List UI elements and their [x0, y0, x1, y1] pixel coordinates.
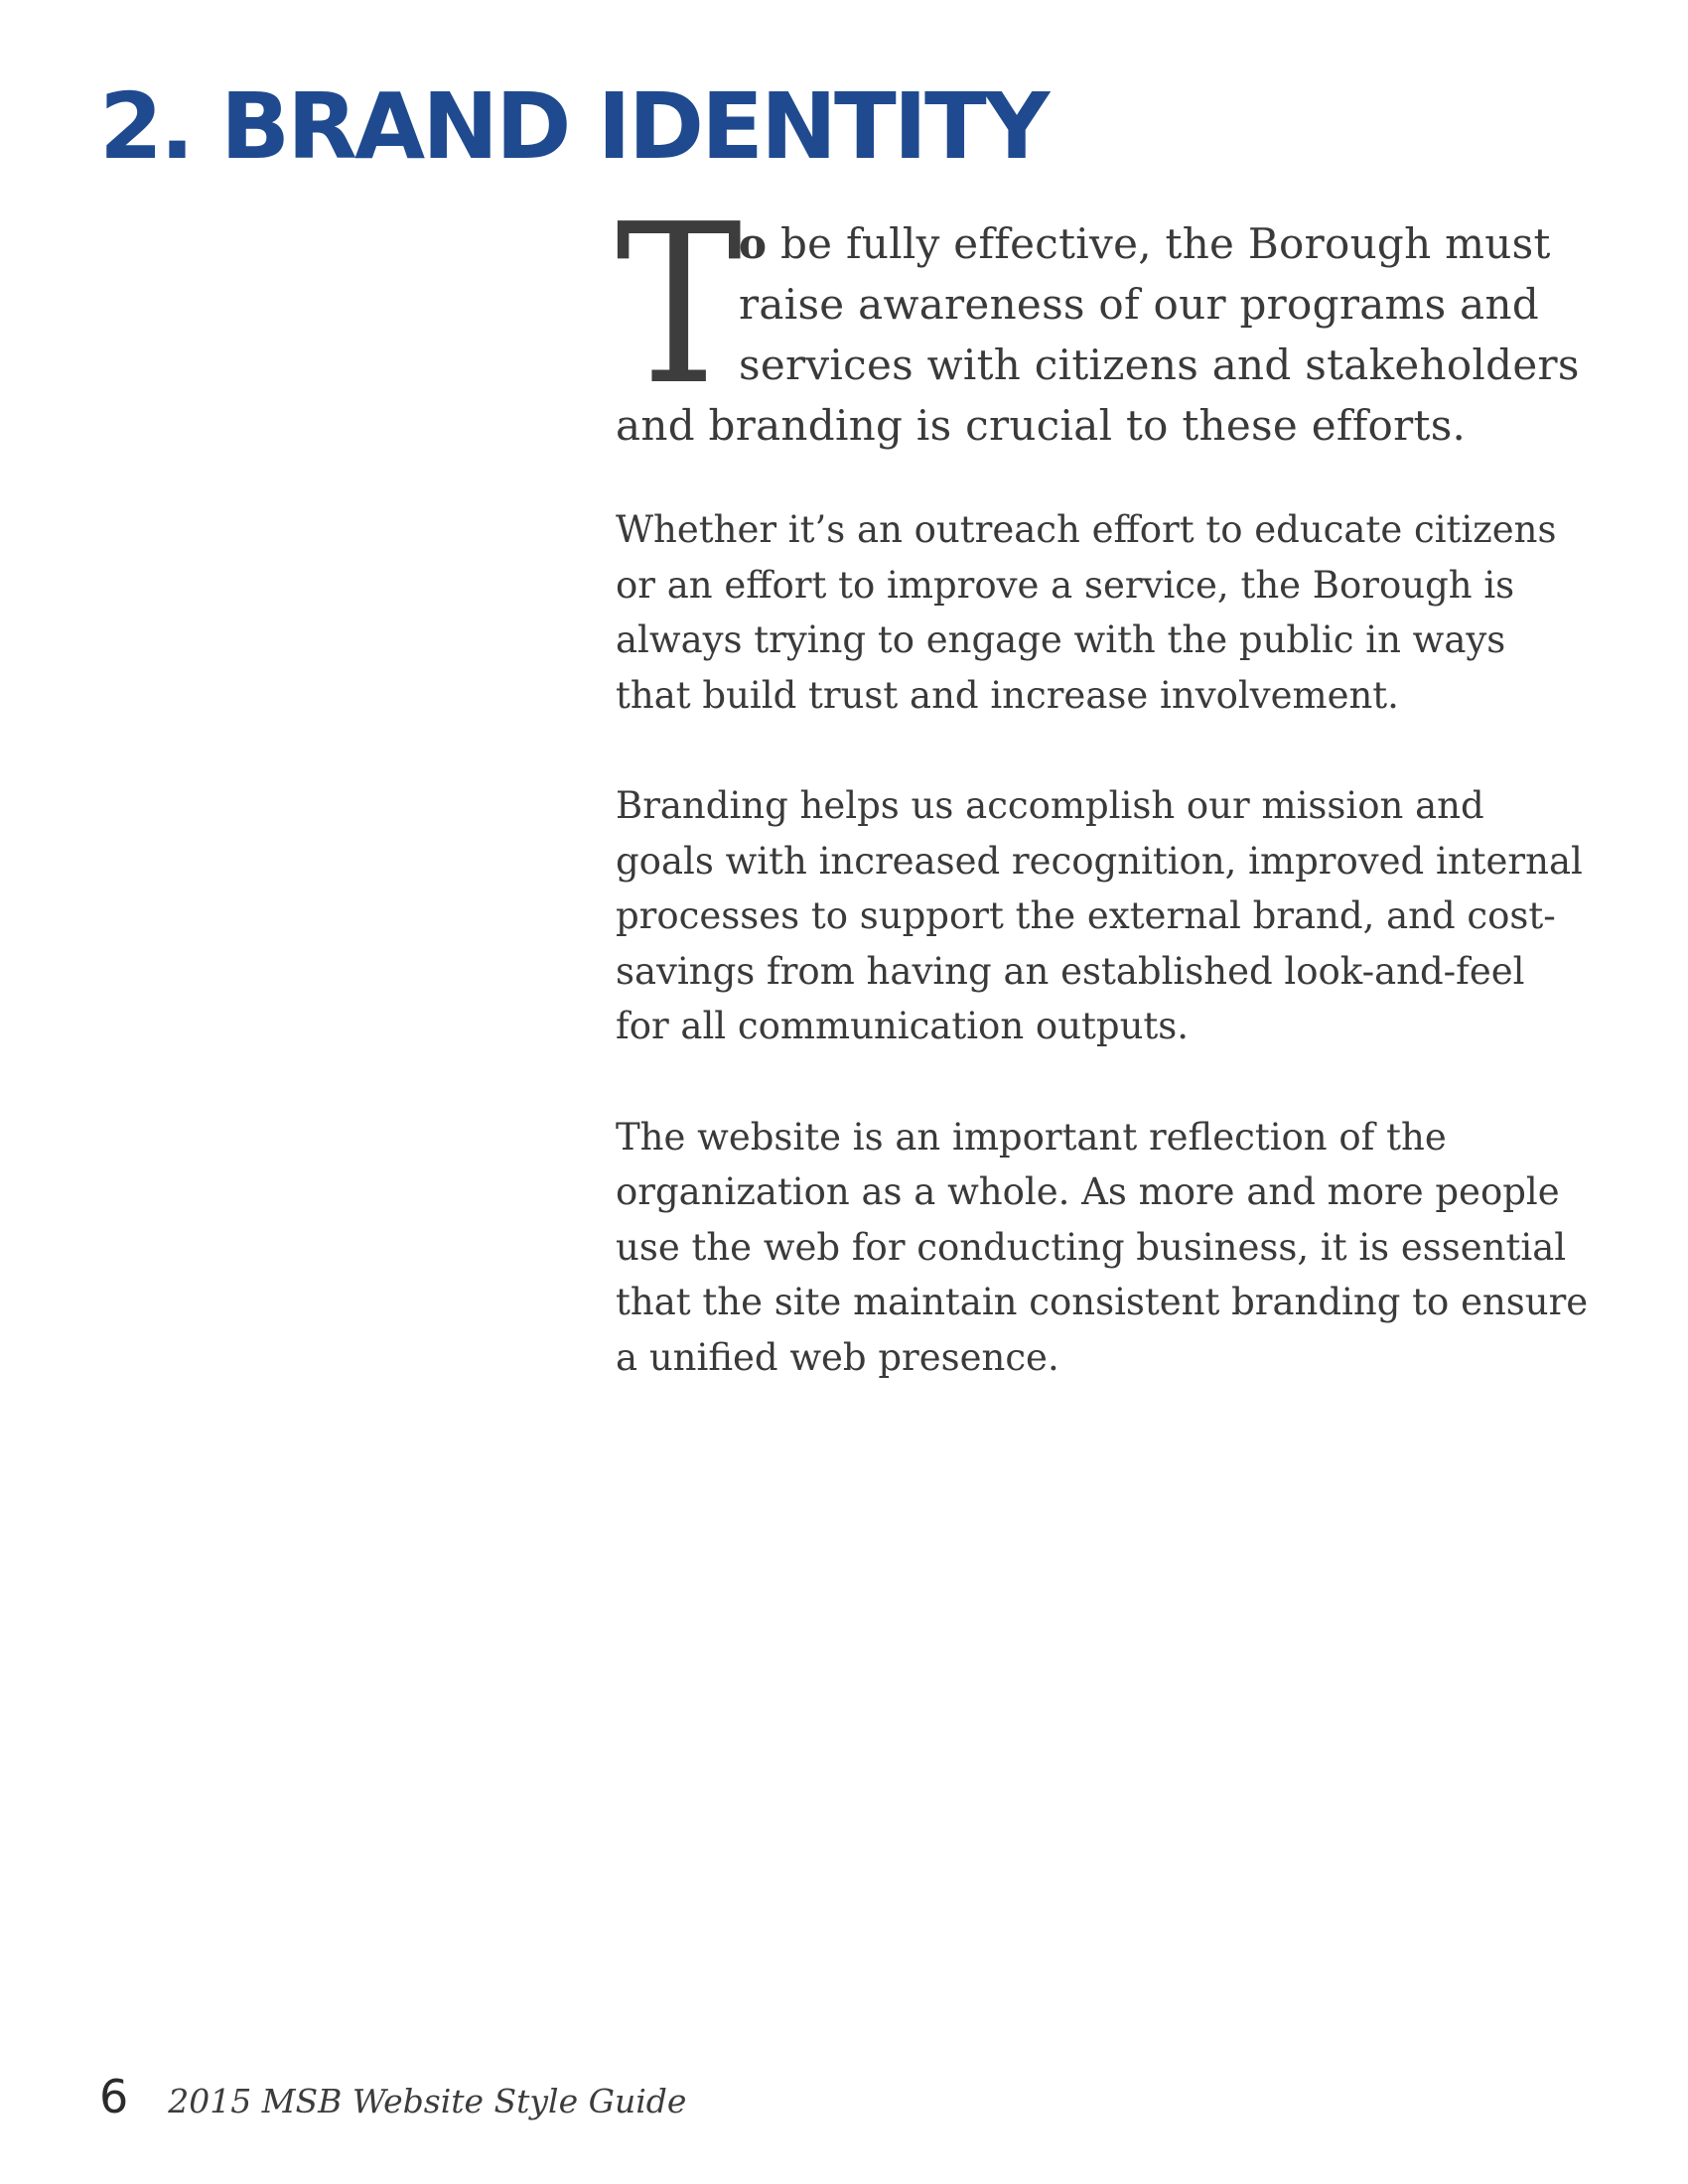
paragraph-line: or an effort to improve a service, the Borough is — [616, 563, 1515, 607]
paragraph-line: always trying to engage with the public in ways — [616, 618, 1506, 661]
paragraph-line: savings from having an established look-and-feel — [616, 949, 1525, 993]
footer-document-title: 2015 MSB Website Style Guide — [168, 2082, 687, 2120]
paragraph-website — [616, 1110, 1589, 1386]
paragraph-line: processes to support the external brand, and cost- — [616, 894, 1556, 937]
paragraph-line: goals with increased recognition, improved internal — [616, 839, 1583, 883]
paragraph-line: organization as a whole. As more and more people — [616, 1170, 1560, 1213]
paragraph-line: Whether it’s an outreach effort to educate citizens — [616, 508, 1557, 551]
paragraph-line: The website is an important reflection of the — [616, 1115, 1447, 1159]
drop-cap: T — [616, 178, 743, 434]
page-title: 2. BRAND IDENTITY — [99, 73, 1048, 180]
lead-line-2: raise awareness of our programs and — [739, 280, 1540, 329]
page-number: 6 — [99, 2070, 129, 2123]
paragraph-branding — [616, 778, 1589, 1054]
paragraph-line: that build trust and increase involvement. — [616, 673, 1399, 717]
page-footer — [99, 2070, 686, 2123]
paragraph-outreach — [616, 502, 1589, 723]
paragraph-line: for all communication outputs. — [616, 1005, 1190, 1047]
lead-first-letters: o — [739, 219, 768, 268]
lead-wrapped-lines — [739, 213, 1580, 395]
lead-line-3: services with citizens and stakeholders — [739, 341, 1580, 389]
lead-line-1 — [739, 213, 1580, 274]
paragraph-line: use the web for conducting business, it is essential — [616, 1225, 1567, 1269]
body-column — [616, 178, 1589, 1385]
lead-paragraph — [616, 178, 1589, 456]
lead-line-1-text: be fully effective, the Borough must — [767, 219, 1551, 268]
paragraph-line: Branding helps us accomplish our mission and — [616, 784, 1484, 827]
lead-line-4: and branding is crucial to these efforts. — [616, 401, 1467, 450]
paragraph-line: that the site maintain consistent branding to ensure — [616, 1281, 1589, 1323]
paragraph-line: a unified web presence. — [616, 1335, 1059, 1379]
